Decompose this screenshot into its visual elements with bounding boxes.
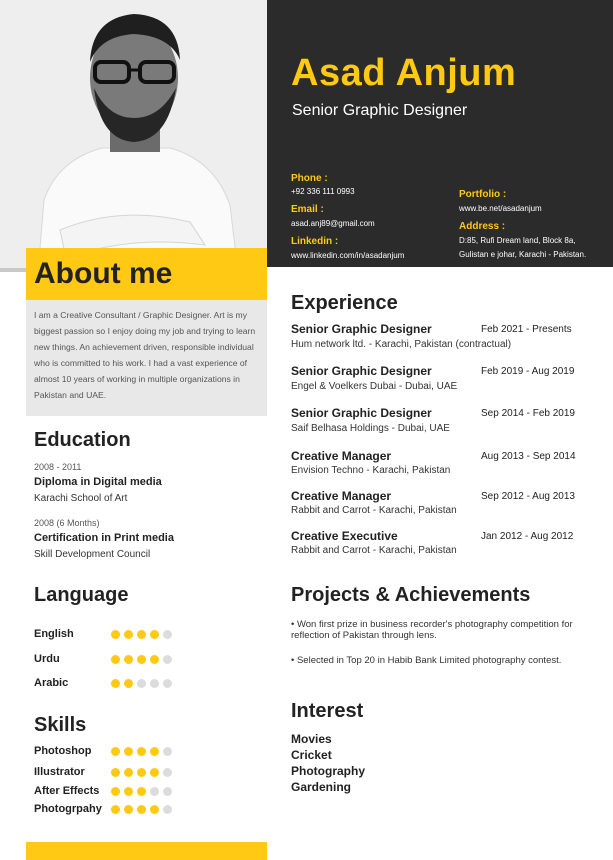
rating-dot-filled	[150, 768, 159, 777]
rating-dot-empty	[163, 655, 172, 664]
rating-dot-empty	[163, 787, 172, 796]
language-rating	[111, 655, 176, 664]
skill-rating	[111, 747, 176, 756]
linkedin-label: Linkedin :	[291, 236, 339, 247]
rating-dot-filled	[124, 747, 133, 756]
job-company: Engel & Voelkers Dubai - Dubai, UAE	[291, 381, 458, 392]
rating-dot-filled	[150, 630, 159, 639]
interest-item: Movies	[291, 732, 332, 746]
about-text: I am a Creative Consultant / Graphic Designer. Art is my biggest passion so I enjoy doing my job and trying to learn new things. An achievement driven, responsible individual who is committed to his work. I had a vast experience of almost 10 years of working in multiple organizations in Pakistan and UAE.	[34, 310, 256, 400]
rating-dot-filled	[124, 679, 133, 688]
skill-rating	[111, 768, 176, 777]
job-company: Hum network ltd. - Karachi, Pakistan (contractual)	[291, 339, 512, 350]
job-dates: Sep 2012 - Aug 2013	[481, 491, 575, 502]
resume-name: Asad Anjum	[291, 52, 517, 94]
job-dates: Feb 2021 - Presents	[481, 324, 572, 335]
phone-value: +92 336 111 0993	[291, 187, 355, 196]
address-line-2: Gulistan e johar, Karachi - Pakistan.	[459, 250, 587, 259]
rating-dot-filled	[111, 768, 120, 777]
education-years: 2008 (6 Months)	[34, 518, 100, 528]
experience-title: Experience	[291, 292, 398, 314]
skill-name: Photoshop	[34, 745, 92, 757]
education-degree: Certification in Print media	[34, 532, 174, 544]
portfolio-label: Portfolio :	[459, 189, 507, 200]
language-name: Arabic	[34, 677, 69, 689]
rating-dot-filled	[111, 630, 120, 639]
rating-dot-filled	[137, 747, 146, 756]
job-role: Creative Manager	[291, 449, 392, 463]
rating-dot-filled	[111, 655, 120, 664]
about-title: About me	[34, 257, 173, 290]
job-dates: Jan 2012 - Aug 2012	[481, 531, 574, 542]
education-school: Skill Development Council	[34, 549, 151, 560]
project-item: • Selected in Top 20 in Habib Bank Limited photography contest.	[291, 655, 562, 666]
skill-rating	[111, 805, 176, 814]
rating-dot-empty	[163, 768, 172, 777]
address-label: Address :	[459, 221, 506, 232]
profile-photo	[0, 0, 267, 272]
email-value[interactable]: asad.anj89@gmail.com	[291, 219, 375, 228]
phone-label: Phone :	[291, 173, 328, 184]
job-company: Rabbit and Carrot - Karachi, Pakistan	[291, 545, 457, 556]
job-company: Envision Techno - Karachi, Pakistan	[291, 465, 451, 476]
rating-dot-filled	[111, 787, 120, 796]
job-role: Senior Graphic Designer	[291, 322, 432, 336]
rating-dot-filled	[111, 805, 120, 814]
skill-name: Photogrpahy	[34, 803, 102, 815]
interest-item: Cricket	[291, 748, 332, 762]
rating-dot-filled	[124, 630, 133, 639]
rating-dot-filled	[150, 747, 159, 756]
rating-dot-filled	[150, 655, 159, 664]
job-dates: Aug 2013 - Sep 2014	[481, 451, 576, 462]
rating-dot-filled	[111, 747, 120, 756]
job-role: Creative Manager	[291, 489, 392, 503]
resume-title: Senior Graphic Designer	[292, 102, 468, 119]
language-name: English	[34, 628, 74, 640]
job-role: Senior Graphic Designer	[291, 406, 432, 420]
rating-dot-empty	[150, 787, 159, 796]
job-company: Rabbit and Carrot - Karachi, Pakistan	[291, 505, 457, 516]
rating-dot-filled	[124, 805, 133, 814]
education-school: Karachi School of Art	[34, 493, 128, 504]
job-company: Saif Belhasa Holdings - Dubai, UAE	[291, 423, 450, 434]
rating-dot-empty	[163, 805, 172, 814]
person-photo-illustration	[0, 0, 267, 272]
job-dates: Sep 2014 - Feb 2019	[481, 408, 575, 419]
rating-dot-filled	[137, 805, 146, 814]
rating-dot-empty	[137, 679, 146, 688]
rating-dot-filled	[124, 787, 133, 796]
rating-dot-empty	[163, 679, 172, 688]
rating-dot-filled	[137, 630, 146, 639]
skill-rating	[111, 787, 176, 796]
rating-dot-filled	[137, 787, 146, 796]
rating-dot-filled	[124, 768, 133, 777]
interest-item: Gardening	[291, 780, 352, 794]
rating-dot-empty	[163, 630, 172, 639]
rating-dot-filled	[150, 805, 159, 814]
interest-title: Interest	[291, 700, 364, 722]
rating-dot-filled	[137, 655, 146, 664]
rating-dot-filled	[124, 655, 133, 664]
language-rating	[111, 679, 176, 688]
rating-dot-empty	[163, 747, 172, 756]
skill-name: Illustrator	[34, 766, 85, 778]
projects-title: Projects & Achievements	[291, 584, 531, 606]
address-line-1: D:85, Rufi Dream land, Block 8a,	[459, 236, 576, 245]
language-rating	[111, 630, 176, 639]
language-title: Language	[34, 584, 129, 606]
language-name: Urdu	[34, 653, 60, 665]
project-item: • Won first prize in business recorder's photography competition for reflection of Pakistan through lens.	[291, 619, 573, 641]
linkedin-value[interactable]: www.linkedin.com/in/asadanjum	[291, 251, 405, 260]
education-degree: Diploma in Digital media	[34, 476, 162, 488]
education-years: 2008 - 2011	[34, 462, 82, 472]
job-role: Senior Graphic Designer	[291, 364, 432, 378]
job-dates: Feb 2019 - Aug 2019	[481, 366, 575, 377]
education-title: Education	[34, 429, 131, 451]
rating-dot-filled	[137, 768, 146, 777]
email-label: Email :	[291, 204, 324, 215]
skills-title: Skills	[34, 714, 87, 736]
job-role: Creative Executive	[291, 529, 398, 543]
portfolio-value[interactable]: www.be.net/asadanjum	[459, 204, 542, 213]
skill-name: After Effects	[34, 785, 100, 797]
rating-dot-empty	[150, 679, 159, 688]
footer-accent-bar	[26, 842, 267, 860]
rating-dot-filled	[111, 679, 120, 688]
interest-item: Photography	[291, 764, 365, 778]
